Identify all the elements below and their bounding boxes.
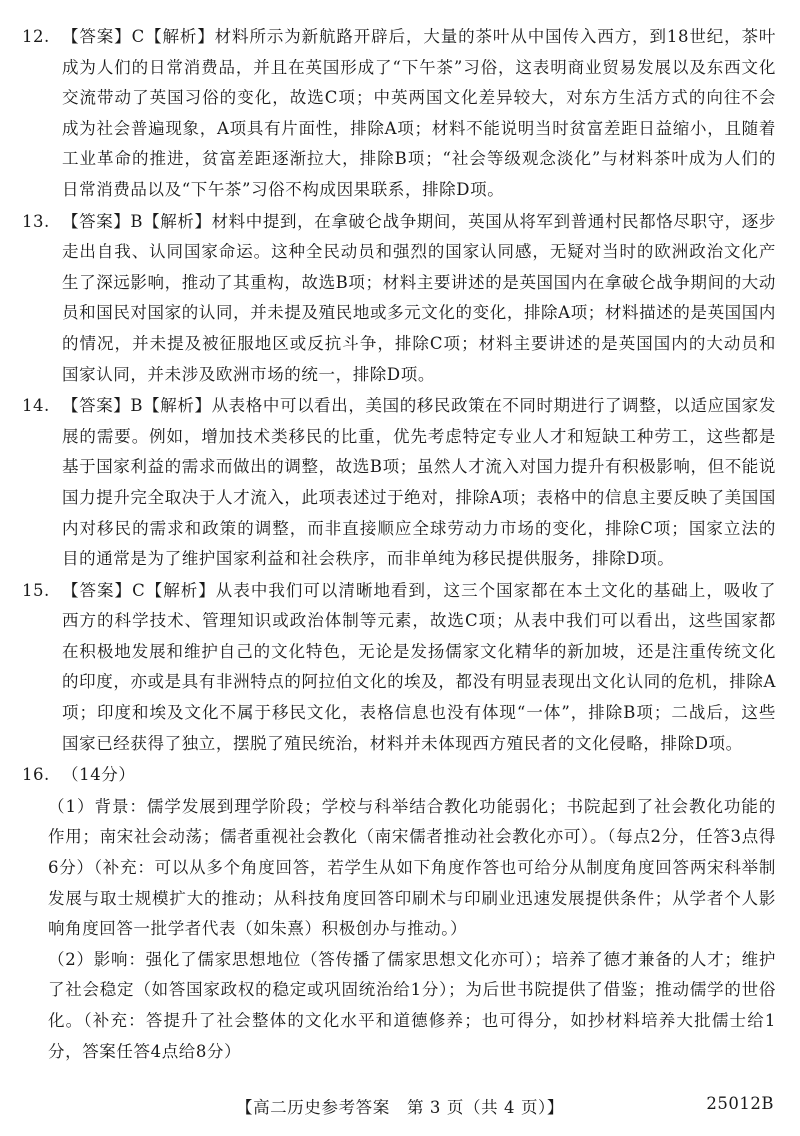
answer-16-part-1: （1）背景：儒学发展到理学阶段；学校与科举结合教化功能弱化；书院起到了社会教化功能的作用；南宋社会动荡；儒者重视社会教化（南宋儒者推动社会教化亦可）。（每点2分，任答3点得6分）（补充：可以从多个角度回答，若学生从如下角度作答也可给分从制度角度回答两宋科举制发展与取士规模扩大的推动；从科技角度回答印刷术与印刷业迅速发展提供条件；从学者个人影响角度回答一批学者代表（如朱熹）积极创办与推动。） <box>48 796 776 939</box>
answer-tag: 【答案】B【解析】 <box>62 396 212 416</box>
question-number: 12. <box>22 27 50 46</box>
question-score: （14分） <box>62 765 136 785</box>
question-number: 16. <box>22 765 50 785</box>
explanation-text: 从表格中可以看出，美国的移民政策在不同时期进行了调整，以适应国家发展的需要。例如，增加技术类移民的比重，优先考虑特定专业人才和短缺工种劳工，这些都是基于国家利益的需求而做出的调整，故选B项；虽然人才流入对国力提升有积极影响，但不能说国力提升完全取决于人才流入，此项表述过于绝对，排除A项；表格中的信息主要反映了美国国内对移民的需求和政策的调整，而非直接顺应全球劳动力市场的变化，排除C项；国家立法的目的通常是为了维护国家利益和社会秩序，而非单纯为移民提供服务，排除D项。 <box>62 396 776 569</box>
footer-title: 【高二历史参考答案 第 3 页（共 4 页）】 <box>235 1098 565 1117</box>
explanation-text: 材料所示为新航路开辟后，大量的茶叶从中国传入西方，到18世纪，茶叶成为人们的日常消费品，并且在英国形成了“下午茶”习俗，这表明商业贸易发展以及东西文化交流带动了英国习俗的变化，故选C项；中英两国文化差异较大，对东方生活方式的向往不会成为社会普遍现象，A项具有片面性，排除A项；材料不能说明当时贫富差距日益缩小，且随着工业革命的推进，贫富差距逐渐拉大，排除B项；“社会等级观念淡化”与材料茶叶成为人们的日常消费品以及“下午茶”习俗不构成因果联系，排除D项。 <box>62 27 776 199</box>
answer-16-part-2: （2）影响：强化了儒家思想地位（答传播了儒家思想文化亦可）；培养了德才兼备的人才；维护了社会稳定（如答国家政权的稳定或巩固统治给1分）；为后世书院提供了借鉴；推动儒学的世俗化。（补充：答提升了社会整体的文化水平和道德修养；也可得分，如抄材料培养大批儒士给1分，答案任答4点给8分） <box>48 949 776 1061</box>
question-number: 14. <box>22 396 50 416</box>
answer-item-14 <box>22 391 776 575</box>
answer-item-12 <box>22 22 776 206</box>
explanation-text: 从表中我们可以清晰地看到，这三个国家都在本土文化的基础上，吸收了西方的科学技术、管理知识或政治体制等元素，故选C项；从表中我们可以看出，这些国家都在积极地发展和维护自己的文化特色，无论是发扬儒家文化精华的新加坡，还是注重传统文化的印度，亦或是具有非洲特点的阿拉伯文化的埃及，都没有明显表现出文化认同的危机，排除A项；印度和埃及文化不属于移民文化，表格信息也没有体现“一体”，排除B项；二战后，这些国家已经获得了独立，摆脱了殖民统治，材料并未体现西方殖民者的文化侵略，排除D项。 <box>62 580 776 753</box>
question-number: 13. <box>22 211 50 231</box>
answer-explanation <box>62 207 776 391</box>
answer-item-15 <box>22 576 776 760</box>
question-number: 15. <box>22 580 50 600</box>
answer-tag: 【答案】C【解析】 <box>62 27 215 46</box>
page-footer <box>0 1090 800 1120</box>
answer-item-16 <box>22 760 776 791</box>
answer-explanation <box>62 576 776 760</box>
answer-tag: 【答案】C【解析】 <box>62 580 216 600</box>
answer-tag: 【答案】B【解析】 <box>62 211 212 231</box>
answer-explanation <box>62 22 776 206</box>
answer-item-13 <box>22 207 776 391</box>
footer-code: 25012B <box>706 1094 774 1113</box>
explanation-text: 材料中提到，在拿破仑战争期间，英国从将军到普通村民都恪尽职守，逐步走出自我、认同国家命运。这种全民动员和强烈的国家认同感，无疑对当时的欧洲政治文化产生了深远影响，推动了其重构，故选B项；材料主要讲述的是英国国内在拿破仑战争期间的大动员和国民对国家的认同，并未提及殖民地或多元文化的变化，排除A项；材料描述的是英国国内的情况，并未提及被征服地区或反抗斗争，排除C项；材料主要讲述的是英国国内的大动员和国家认同，并未涉及欧洲市场的统一，排除D项。 <box>62 211 776 384</box>
answer-explanation <box>62 391 776 575</box>
